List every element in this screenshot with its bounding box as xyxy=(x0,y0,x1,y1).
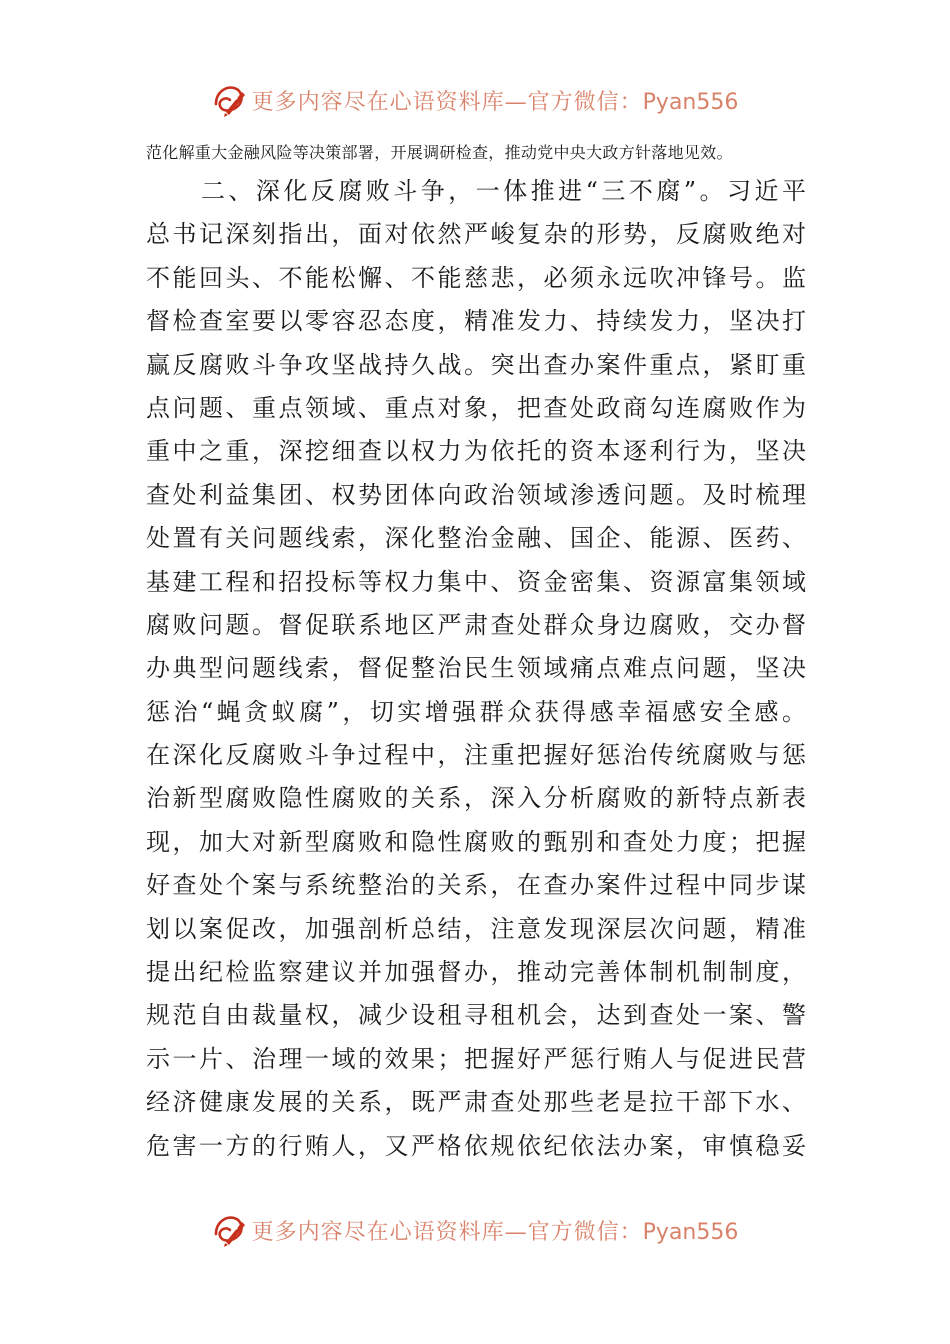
document-body xyxy=(146,170,806,1168)
banner-text xyxy=(252,1215,739,1246)
pen-nib-swirl-logo-icon xyxy=(212,82,248,118)
paragraph-line: 提出纪检监察建议并加强督办，推动完善体制机制制度， xyxy=(146,958,806,987)
paragraph-line: 处置有关问题线索，深化整治金融、国企、能源、医药、 xyxy=(146,524,806,553)
header-watermark-banner xyxy=(0,80,950,120)
paragraph-line: 二、深化反腐败斗争，一体推进“三不腐”。习近平 xyxy=(146,177,806,205)
wechat-handle: Pyan556 xyxy=(642,89,739,115)
paragraph-line: 基建工程和招投标等权力集中、资金密集、资源富集领域 xyxy=(146,567,806,596)
paragraph-line: 经济健康发展的关系，既严肃查处那些老是拉干部下水、 xyxy=(146,1088,806,1117)
paragraph-line: 总书记深刻指出，面对依然严峻复杂的形势，反腐败绝对 xyxy=(146,220,806,249)
wechat-handle: Pyan556 xyxy=(642,1219,739,1245)
footer-watermark-banner xyxy=(0,1210,950,1250)
paragraph-line: 划以案促改，加强剖析总结，注意发现深层次问题，精准 xyxy=(146,914,806,943)
paragraph-line: 好查处个案与系统整治的关系，在查办案件过程中同步谋 xyxy=(146,871,806,900)
paragraph-line: 点问题、重点领域、重点对象，把查处政商勾连腐败作为 xyxy=(146,393,806,422)
paragraph-line: 现，加大对新型腐败和隐性腐败的甄别和查处力度；把握 xyxy=(146,827,806,856)
paragraph-line: 腐败问题。督促联系地区严肃查处群众身边腐败，交办督 xyxy=(146,610,806,639)
paragraph-line: 查处利益集团、权势团体向政治领域渗透问题。及时梳理 xyxy=(146,480,806,509)
paragraph-line: 在深化反腐败斗争过程中，注重把握好惩治传统腐败与惩 xyxy=(146,741,806,770)
paragraph-line: 危害一方的行贿人，又严格依规依纪依法办案，审慎稳妥 xyxy=(146,1131,806,1160)
banner-text xyxy=(252,85,739,116)
continued-sentence: 范化解重大金融风险等决策部署，开展调研检查，推动党中央大政方针落地见效。 xyxy=(146,143,733,162)
paragraph-line: 不能回头、不能松懈、不能慈悲，必须永远吹冲锋号。监 xyxy=(146,263,806,292)
banner-slogan: 更多内容尽在心语资料库—官方微信： xyxy=(251,89,643,115)
paragraph-line: 办典型问题线索，督促整治民生领域痛点难点问题，坚决 xyxy=(146,654,806,683)
paragraph-line: 惩治“蝇贪蚁腐”，切实增强群众获得感幸福感安全感。 xyxy=(146,697,806,726)
pen-nib-swirl-logo-icon xyxy=(212,1212,248,1248)
paragraph-line: 治新型腐败隐性腐败的关系，深入分析腐败的新特点新表 xyxy=(146,784,806,813)
paragraph-line: 赢反腐败斗争攻坚战持久战。突出查办案件重点，紧盯重 xyxy=(146,350,806,379)
paragraph-line: 督检查室要以零容忍态度，精准发力、持续发力，坚决打 xyxy=(146,307,806,336)
paragraph-line: 规范自由裁量权，减少设租寻租机会，达到查处一案、警 xyxy=(146,1001,806,1030)
paragraph-line: 示一片、治理一域的效果；把握好严惩行贿人与促进民营 xyxy=(146,1044,806,1073)
banner-slogan: 更多内容尽在心语资料库—官方微信： xyxy=(251,1219,643,1245)
paragraph-line: 重中之重，深挖细查以权力为依托的资本逐利行为，坚决 xyxy=(146,437,806,466)
